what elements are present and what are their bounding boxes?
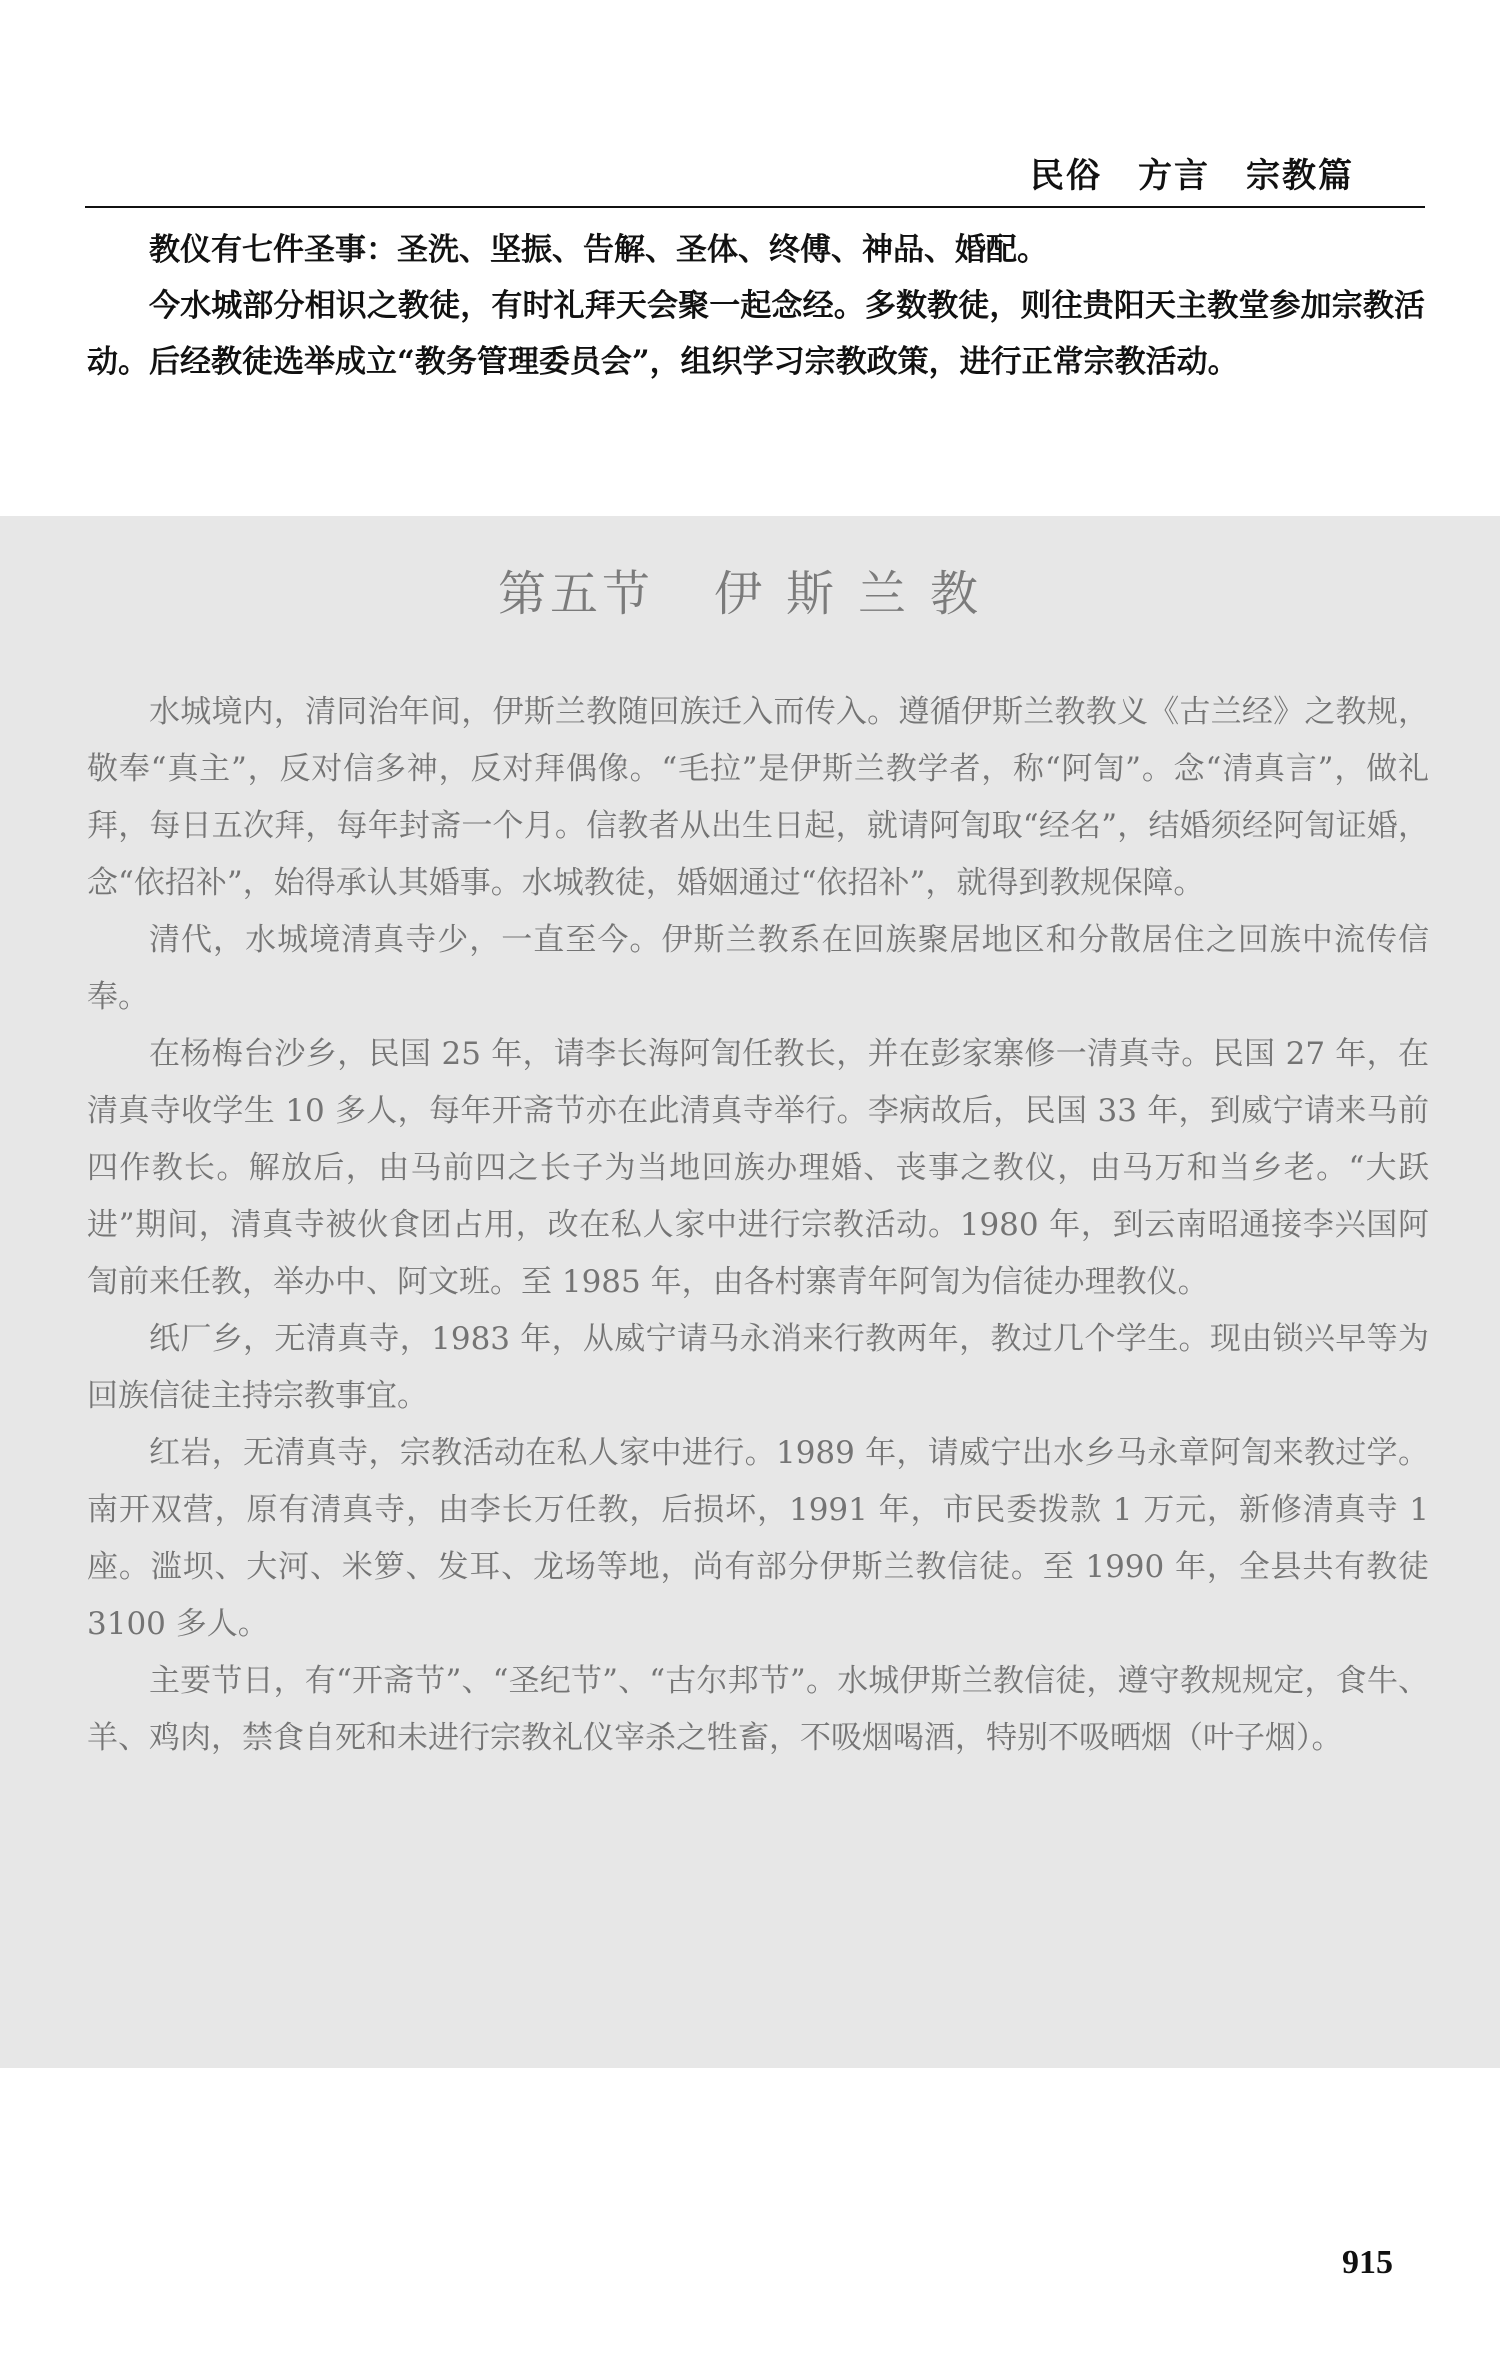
paragraph: 清代，水城境清真寺少，一直至今。伊斯兰教系在回族聚居地区和分散居住之回族中流传信奉。 xyxy=(87,922,1429,1015)
paragraph: 教仪有七件圣事：圣洗、坚振、告解、圣体、终傅、神品、婚配。 xyxy=(149,232,1048,268)
section-name: 伊斯兰教 xyxy=(714,566,1003,622)
paragraph: 今水城部分相识之教徒，有时礼拜天会聚一起念经。多数教徒，则往贵阳天主教堂参加宗教活动。后经教徒选举成立“教务管理委员会”，组织学习宗教政策，进行正常宗教活动。 xyxy=(87,288,1425,380)
section-title xyxy=(0,555,1500,624)
top-body-text xyxy=(87,222,1425,390)
paragraph: 红岩，无清真寺，宗教活动在私人家中进行。1989 年，请威宁出水乡马永章阿訇来教过学。南开双营，原有清真寺，由李长万任教，后损坏，1991 年，市民委拨款 1 万元，新修清真寺 1 座。滥坝、大河、米箩、发耳、龙场等地，尚有部分伊斯兰教信徒。至 1990 年，全县共有教徒 3100 多人。 xyxy=(87,1435,1429,1642)
running-head: 民俗 方言 宗教篇 xyxy=(1030,156,1354,196)
paragraph: 纸厂乡，无清真寺，1983 年，从威宁请马永消来行教两年，教过几个学生。现由锁兴早等为回族信徒主持宗教事宜。 xyxy=(87,1321,1429,1414)
paragraph: 在杨梅台沙乡，民国 25 年，请李长海阿訇任教长，并在彭家寨修一清真寺。民国 27 年，在清真寺收学生 10 多人，每年开斋节亦在此清真寺举行。李病故后，民国 33 年，到威宁请来马前四作教长。解放后，由马前四之长子为当地回族办理婚、丧事之教仪，由马万和当乡老。“大跃进”期间，清真寺被伙食团占用，改在私人家中进行宗教活动。1980 年，到云南昭通接李兴国阿訇前来任教，举办中、阿文班。至 1985 年，由各村寨青年阿訇为信徒办理教仪。 xyxy=(87,1036,1429,1300)
paragraph: 水城境内，清同治年间，伊斯兰教随回族迁入而传入。遵循伊斯兰教教义《古兰经》之教规，敬奉“真主”，反对信多神，反对拜偶像。“毛拉”是伊斯兰教学者，称“阿訇”。念“清真言”，做礼拜，每日五次拜，每年封斋一个月。信教者从出生日起，就请阿訇取“经名”，结婚须经阿訇证婚，念“依招补”，始得承认其婚事。水城教徒，婚姻通过“依招补”，就得到教规保障。 xyxy=(87,694,1429,901)
section-body-text xyxy=(87,684,1429,1767)
page-number: 915 xyxy=(1342,2244,1393,2281)
header-rule xyxy=(85,206,1425,208)
section-number: 第五节 xyxy=(497,566,654,622)
paragraph: 主要节日，有“开斋节”、“圣纪节”、“古尔邦节”。水城伊斯兰教信徒，遵守教规规定，食牛、羊、鸡肉，禁食自死和未进行宗教礼仪宰杀之牲畜，不吸烟喝酒，特别不吸晒烟（叶子烟）。 xyxy=(87,1663,1429,1756)
